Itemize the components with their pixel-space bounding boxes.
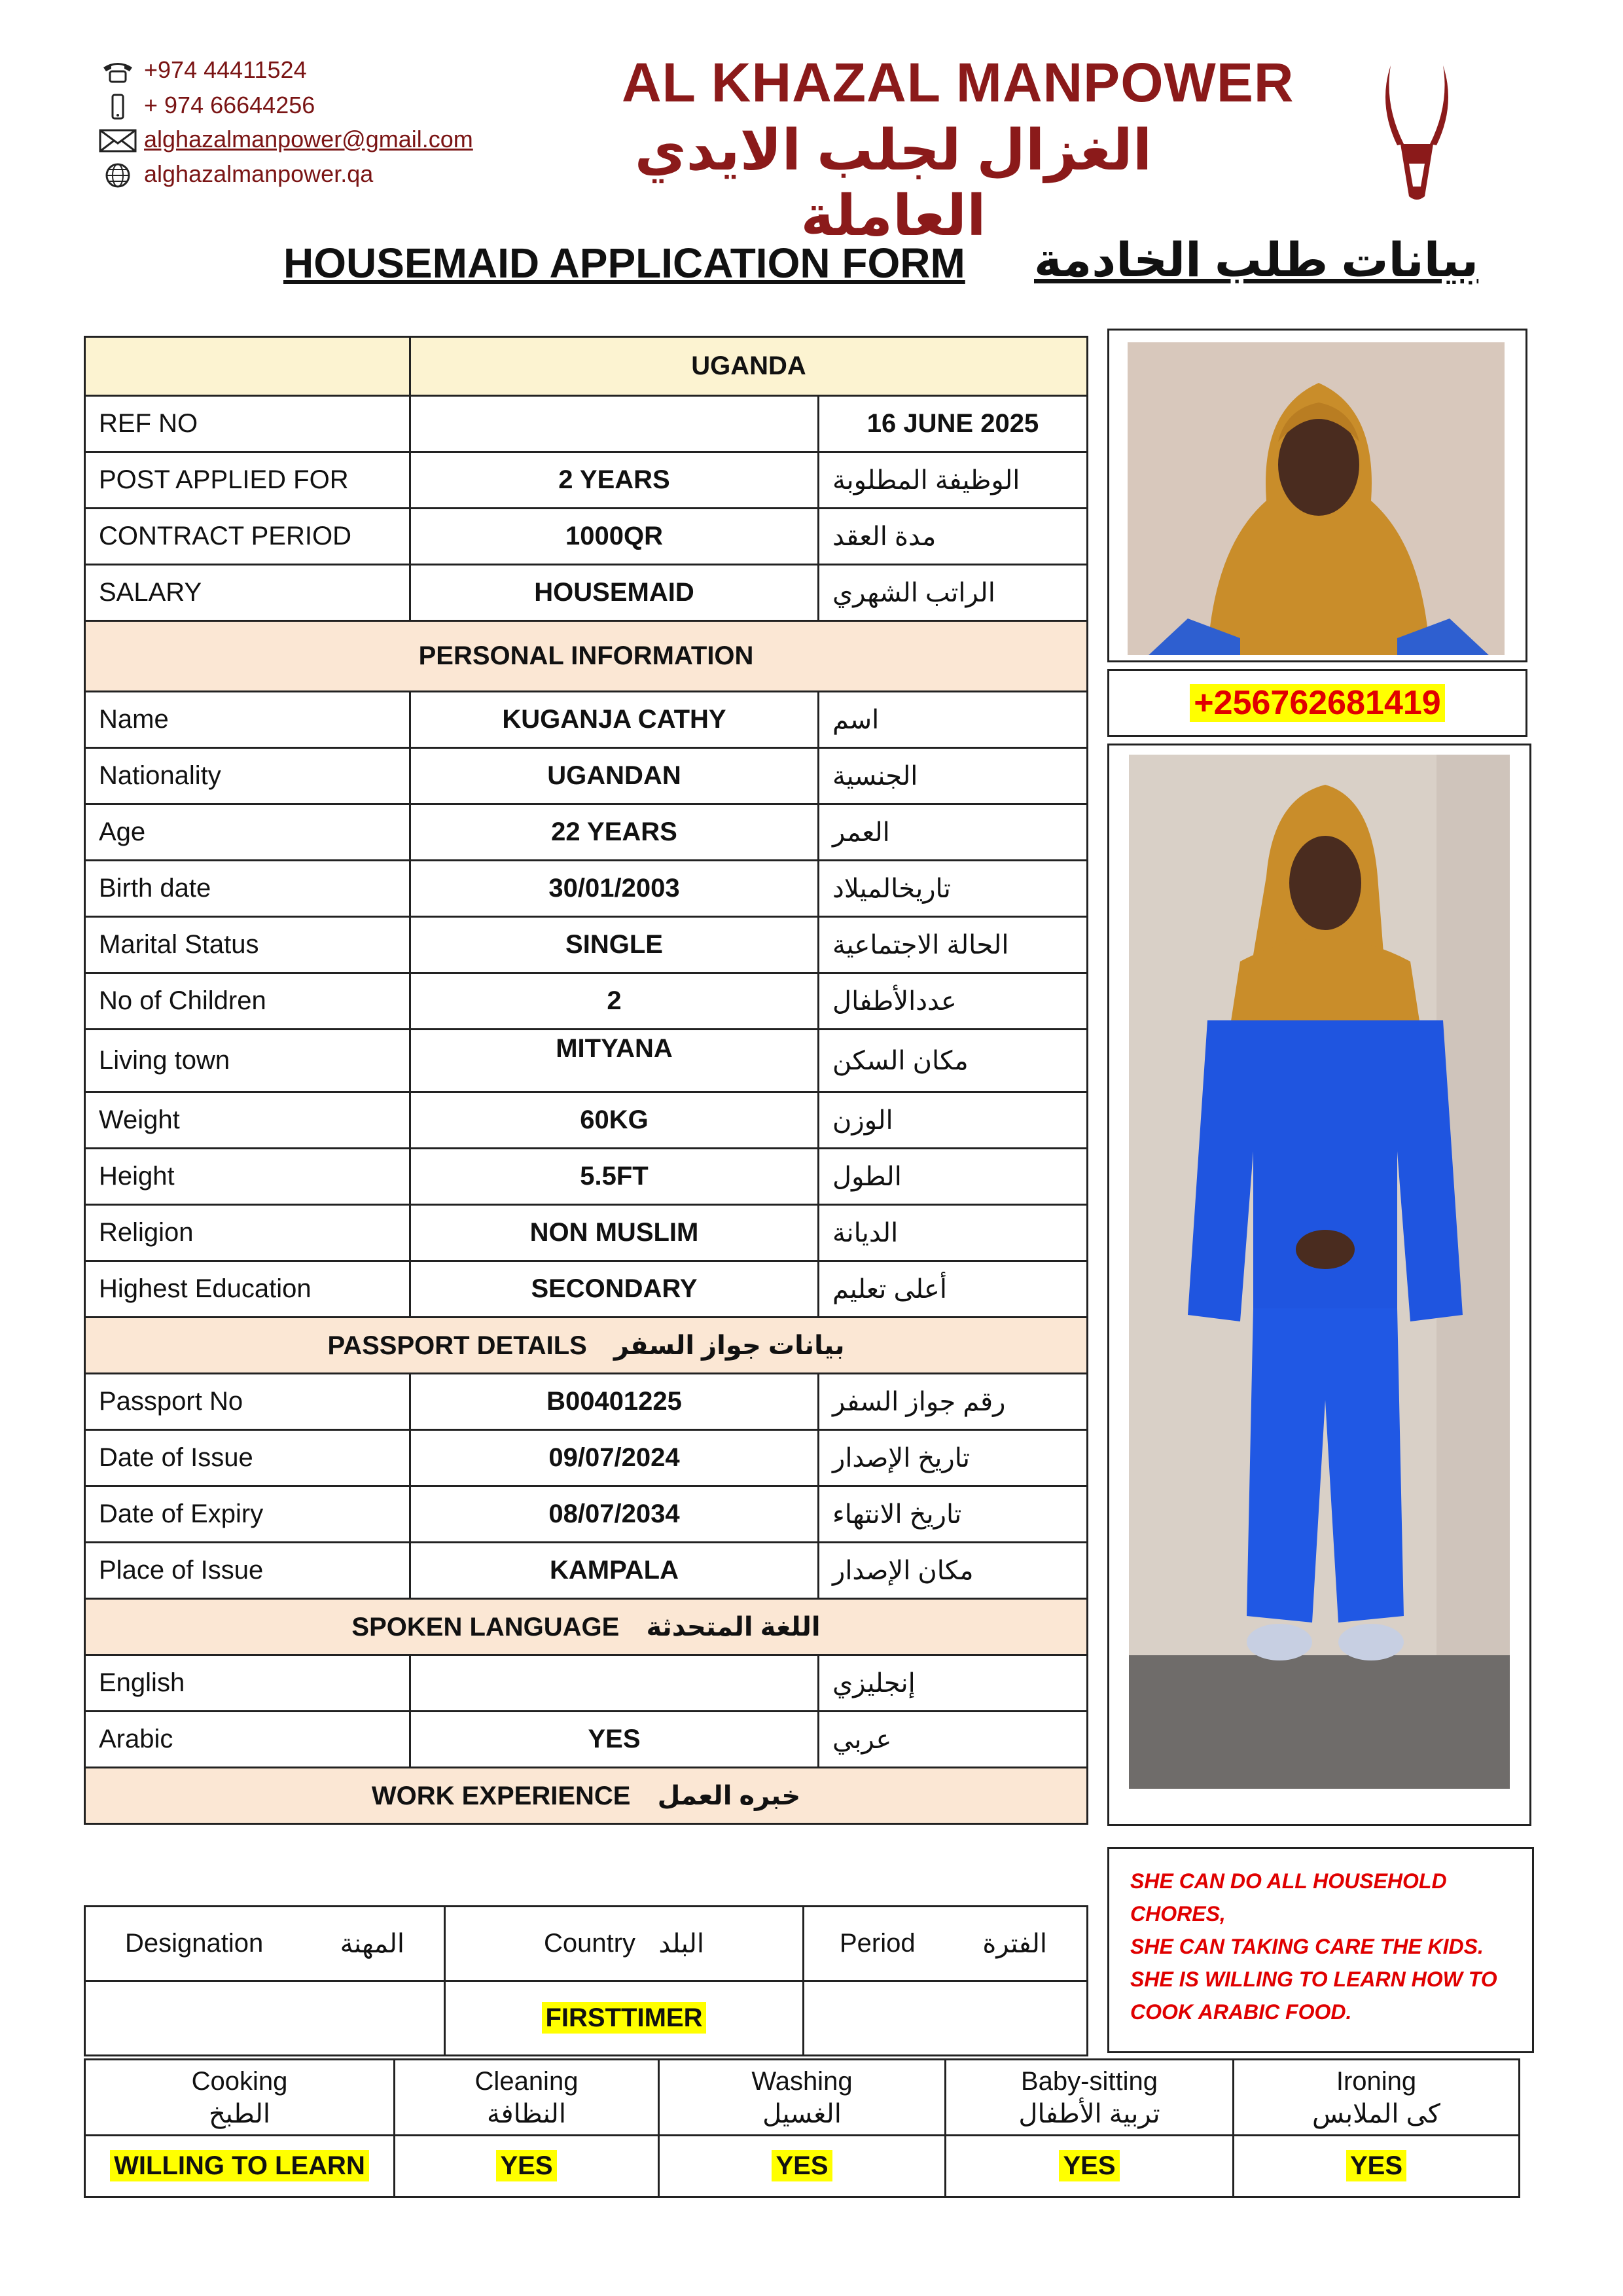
nationality-value: UGANDAN bbox=[410, 748, 819, 804]
post-label: POST APPLIED FOR bbox=[85, 452, 410, 509]
expiry-date-value: 08/07/2034 bbox=[410, 1486, 819, 1543]
post-label-arabic: الوظيفة المطلوبة bbox=[819, 452, 1088, 509]
gazelle-logo-icon bbox=[1378, 65, 1456, 203]
mobile-icon bbox=[98, 94, 137, 120]
skill-header-ironing bbox=[1234, 2060, 1520, 2136]
candidate-phone: +256762681419 bbox=[1190, 684, 1444, 722]
ref-label: REF NO bbox=[85, 396, 410, 452]
period-label-arabic: الفترة bbox=[982, 1929, 1047, 1958]
issue-place-label: Place of Issue bbox=[85, 1543, 410, 1599]
personal-section-title: PERSONAL INFORMATION bbox=[85, 621, 1088, 692]
religion-label: Religion bbox=[85, 1205, 410, 1261]
contract-label-arabic: مدة العقد bbox=[819, 509, 1088, 565]
name-label: Name bbox=[85, 692, 410, 748]
english-value bbox=[410, 1655, 819, 1712]
height-label: Height bbox=[85, 1149, 410, 1205]
education-label: Highest Education bbox=[85, 1261, 410, 1318]
arabic-label: Arabic bbox=[85, 1712, 410, 1768]
work-section-title-arabic: خبره العمل bbox=[657, 1781, 801, 1810]
issue-date-row bbox=[85, 1430, 1088, 1486]
skill-value-cell bbox=[85, 2136, 395, 2197]
name-label-arabic: اسم bbox=[819, 692, 1088, 748]
weight-label-arabic: الوزن bbox=[819, 1092, 1088, 1149]
passport-section-title: PASSPORT DETAILS bbox=[327, 1331, 587, 1360]
company-name-english: AL KHAZAL MANPOWER bbox=[622, 52, 1294, 113]
skill-name-arabic: النظافة bbox=[487, 2099, 566, 2128]
name-row bbox=[85, 692, 1088, 748]
work-experience-table bbox=[84, 1905, 1088, 2056]
work-data-row bbox=[85, 1981, 1088, 2056]
skill-value-cell bbox=[395, 2136, 659, 2197]
language-section-cell bbox=[85, 1599, 1088, 1655]
town-label-arabic: مكان السكن bbox=[819, 1030, 1088, 1092]
work-section-cell bbox=[85, 1768, 1088, 1824]
issue-place-label-arabic: مكان الإصدار bbox=[819, 1543, 1088, 1599]
ref-row bbox=[85, 396, 1088, 452]
salary-row bbox=[85, 565, 1088, 621]
skills-table bbox=[84, 2058, 1520, 2198]
skill-name: Washing bbox=[751, 2066, 853, 2096]
form-title-english: HOUSEMAID APPLICATION FORM bbox=[283, 240, 965, 287]
work-designation-value bbox=[85, 1981, 445, 2056]
skill-name-arabic: کی الملابس bbox=[1312, 2099, 1440, 2128]
skill-header-babysitting bbox=[946, 2060, 1234, 2136]
expiry-date-label: Date of Expiry bbox=[85, 1486, 410, 1543]
marital-value: SINGLE bbox=[410, 917, 819, 973]
expiry-date-label-arabic: تاريخ الانتهاء bbox=[819, 1486, 1088, 1543]
office-phone: +974 44411524 bbox=[98, 56, 307, 84]
expiry-date-row bbox=[85, 1486, 1088, 1543]
period-label: Period bbox=[840, 1929, 916, 1958]
english-label-arabic: إنجليزي bbox=[819, 1655, 1088, 1712]
birth-label: Birth date bbox=[85, 861, 410, 917]
issue-date-label: Date of Issue bbox=[85, 1430, 410, 1486]
age-value: 22 YEARS bbox=[410, 804, 819, 861]
skill-header-cleaning bbox=[395, 2060, 659, 2136]
religion-value: NON MUSLIM bbox=[410, 1205, 819, 1261]
age-label: Age bbox=[85, 804, 410, 861]
country-header bbox=[445, 1907, 804, 1981]
age-label-arabic: العمر bbox=[819, 804, 1088, 861]
ref-value bbox=[410, 396, 819, 452]
work-section-header bbox=[85, 1768, 1088, 1824]
portrait-image bbox=[1109, 331, 1525, 660]
english-label: English bbox=[85, 1655, 410, 1712]
contract-label: CONTRACT PERIOD bbox=[85, 509, 410, 565]
skill-name: Baby-sitting bbox=[1021, 2066, 1158, 2096]
form-title-arabic: بيانات طلب الخادمة bbox=[1034, 234, 1479, 287]
skill-name-arabic: تربية الأطفال bbox=[1018, 2099, 1160, 2128]
arabic-row bbox=[85, 1712, 1088, 1768]
post-row bbox=[85, 452, 1088, 509]
children-value: 2 bbox=[410, 973, 819, 1030]
arabic-label-arabic: عربي bbox=[819, 1712, 1088, 1768]
country-row bbox=[85, 337, 1088, 396]
full-body-photo bbox=[1107, 744, 1531, 1826]
skill-header-washing bbox=[659, 2060, 946, 2136]
skills-value-row bbox=[85, 2136, 1520, 2197]
skills-header-row bbox=[85, 2060, 1520, 2136]
personal-section-header bbox=[85, 621, 1088, 692]
envelope-icon bbox=[98, 128, 137, 154]
mobile-phone: + 974 66644256 bbox=[98, 92, 315, 120]
weight-label: Weight bbox=[85, 1092, 410, 1149]
arabic-value: YES bbox=[410, 1712, 819, 1768]
nationality-label: Nationality bbox=[85, 748, 410, 804]
salary-label: SALARY bbox=[85, 565, 410, 621]
country-label-arabic: البلد bbox=[658, 1929, 704, 1958]
passport-no-row bbox=[85, 1374, 1088, 1430]
nationality-row bbox=[85, 748, 1088, 804]
town-row bbox=[85, 1030, 1088, 1092]
contract-row bbox=[85, 509, 1088, 565]
designation-header bbox=[85, 1907, 445, 1981]
designation-label: Designation bbox=[125, 1929, 264, 1958]
passport-section-title-arabic: بيانات جواز السفر bbox=[613, 1331, 845, 1360]
salary-label-arabic: الراتب الشهري bbox=[819, 565, 1088, 621]
skill-value-cleaning: YES bbox=[496, 2150, 556, 2181]
country-label: Country bbox=[544, 1929, 636, 1958]
work-country-cell bbox=[445, 1981, 804, 2056]
email-link[interactable]: alghazalmanpower@gmail.com bbox=[98, 126, 473, 154]
skill-header-cooking bbox=[85, 2060, 395, 2136]
issue-date-label-arabic: تاريخ الإصدار bbox=[819, 1430, 1088, 1486]
passport-section-header bbox=[85, 1318, 1088, 1374]
work-period-value bbox=[804, 1981, 1088, 2056]
note-line: SHE CAN TAKING CARE THE KIDS. bbox=[1130, 1935, 1484, 1958]
skill-name: Cleaning bbox=[474, 2066, 579, 2096]
education-value: SECONDARY bbox=[410, 1261, 819, 1318]
skill-value-cell bbox=[946, 2136, 1234, 2197]
skill-name-arabic: الطبخ bbox=[208, 2099, 270, 2128]
telephone-icon bbox=[98, 58, 137, 84]
children-row bbox=[85, 973, 1088, 1030]
height-value: 5.5FT bbox=[410, 1149, 819, 1205]
birth-row bbox=[85, 861, 1088, 917]
applicant-info-table bbox=[84, 336, 1088, 1825]
passport-no-label-arabic: رقم جواز السفر bbox=[819, 1374, 1088, 1430]
height-row bbox=[85, 1149, 1088, 1205]
religion-row bbox=[85, 1205, 1088, 1261]
globe-icon bbox=[98, 162, 137, 188]
passport-section-cell bbox=[85, 1318, 1088, 1374]
children-label-arabic: عددالأطفال bbox=[819, 973, 1088, 1030]
company-name-arabic: الغزال لجلب الايدي العاملة bbox=[634, 119, 1152, 247]
language-section-header bbox=[85, 1599, 1088, 1655]
religion-label-arabic: الديانة bbox=[819, 1205, 1088, 1261]
issue-date-value: 09/07/2024 bbox=[410, 1430, 819, 1486]
issue-place-row bbox=[85, 1543, 1088, 1599]
website-link[interactable]: alghazalmanpower.qa bbox=[98, 160, 373, 188]
period-header bbox=[804, 1907, 1088, 1981]
contract-value: 1000QR bbox=[410, 509, 819, 565]
note-line: SHE CAN DO ALL HOUSEHOLD CHORES, bbox=[1130, 1869, 1447, 1926]
skill-value-babysitting: YES bbox=[1059, 2150, 1119, 2181]
work-section-title: WORK EXPERIENCE bbox=[371, 1781, 631, 1810]
skill-value-ironing: YES bbox=[1346, 2150, 1406, 2181]
work-country-value: FIRSTTIMER bbox=[542, 2002, 707, 2034]
passport-no-label: Passport No bbox=[85, 1374, 410, 1430]
candidate-notes bbox=[1107, 1847, 1534, 2053]
language-section-title: SPOKEN LANGUAGE bbox=[351, 1612, 620, 1641]
ref-date: 16 JUNE 2025 bbox=[819, 396, 1088, 452]
marital-label-arabic: الحالة الاجتماعية bbox=[819, 917, 1088, 973]
full-body-image bbox=[1109, 745, 1529, 1824]
skill-name-arabic: الغسيل bbox=[762, 2099, 842, 2128]
portrait-photo bbox=[1107, 329, 1527, 662]
name-value: KUGANJA CATHY bbox=[410, 692, 819, 748]
skill-value-cell bbox=[1234, 2136, 1520, 2197]
birth-label-arabic: تاريخالميلاد bbox=[819, 861, 1088, 917]
children-label: No of Children bbox=[85, 973, 410, 1030]
post-value: 2 YEARS bbox=[410, 452, 819, 509]
skill-name: Ironing bbox=[1336, 2066, 1417, 2096]
skill-value-washing: YES bbox=[772, 2150, 832, 2181]
weight-value: 60KG bbox=[410, 1092, 819, 1149]
language-section-title-arabic: اللغة المتحدثة bbox=[646, 1612, 821, 1641]
nationality-label-arabic: الجنسية bbox=[819, 748, 1088, 804]
age-row bbox=[85, 804, 1088, 861]
marital-row bbox=[85, 917, 1088, 973]
salary-value: HOUSEMAID bbox=[410, 565, 819, 621]
education-label-arabic: أعلى تعليم bbox=[819, 1261, 1088, 1318]
work-header-row bbox=[85, 1907, 1088, 1981]
skill-value-cell bbox=[659, 2136, 946, 2197]
designation-label-arabic: المهنة bbox=[340, 1929, 404, 1958]
passport-no-value: B00401225 bbox=[410, 1374, 819, 1430]
height-label-arabic: الطول bbox=[819, 1149, 1088, 1205]
skill-value-cooking: WILLING TO LEARN bbox=[110, 2150, 369, 2181]
education-row bbox=[85, 1261, 1088, 1318]
birth-value: 30/01/2003 bbox=[410, 861, 819, 917]
candidate-phone-box bbox=[1107, 669, 1527, 737]
town-label: Living town bbox=[85, 1030, 410, 1092]
issue-place-value: KAMPALA bbox=[410, 1543, 819, 1599]
country-cell: UGANDA bbox=[410, 337, 1088, 396]
town-value: MITYANA bbox=[410, 1030, 819, 1092]
note-line: SHE IS WILLING TO LEARN HOW TO COOK ARABIC FOOD. bbox=[1130, 1967, 1497, 2024]
marital-label: Marital Status bbox=[85, 917, 410, 973]
weight-row bbox=[85, 1092, 1088, 1149]
english-row bbox=[85, 1655, 1088, 1712]
skill-name: Cooking bbox=[191, 2066, 288, 2096]
empty-cell bbox=[85, 337, 410, 396]
